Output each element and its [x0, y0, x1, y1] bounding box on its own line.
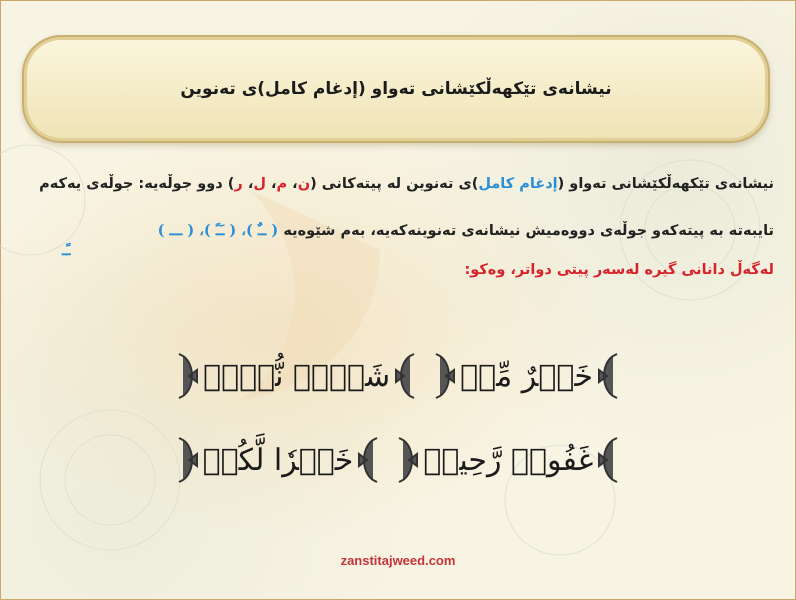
text-segment: نیشانەی تێکهەڵکێشانی تەواو ( — [557, 176, 774, 192]
tanween-symbols: ( ــٌٌ )، ( ـَـً )، ( ـــ ) — [157, 222, 279, 239]
idgham-term: إدغام کامل — [478, 176, 558, 192]
example-verse — [175, 436, 382, 484]
separator: ، — [242, 176, 254, 192]
letter-meem: م — [276, 176, 288, 192]
description-line-3 — [464, 262, 774, 278]
ornament-bracket-icon — [395, 436, 423, 484]
description-line-2 — [158, 222, 774, 239]
ornament-bracket-icon — [390, 352, 418, 400]
ornament-bracket-icon — [353, 436, 381, 484]
description-line-1 — [39, 176, 774, 192]
text-segment: لەگەڵ دانانی گیرە لەسەر پیتی دواتر، وەکو: — [464, 262, 774, 278]
example-text: شَیۡءٖ نُّكۡرٖ — [203, 358, 391, 394]
website-link[interactable]: zanstitajweed.com — [340, 553, 456, 568]
ornament-bracket-icon — [175, 436, 203, 484]
ornament-bracket-icon — [432, 352, 460, 400]
example-row-2 — [0, 430, 796, 490]
text-segment: ) دوو جوڵەیە: جوڵەی یەکەم — [39, 176, 235, 192]
example-text: خَيۡرٗا لَّكُمۡ — [202, 442, 354, 478]
separator: ، — [265, 176, 277, 192]
example-text: غَفُورٞ رَّحِيمٞ — [423, 442, 594, 478]
text-segment: )ی تەنوین لە پیتەکانی ( — [310, 176, 479, 192]
separator: ، — [287, 176, 298, 192]
letter-lam: ل — [253, 176, 266, 192]
example-verse — [395, 436, 621, 484]
page-title: نیشانەی تێکهەڵکێشانی تەواو (إدغام کامل)ی تەنوین — [180, 79, 612, 99]
ornament-bracket-icon — [593, 436, 621, 484]
kasratain-mark: ـًـ — [62, 242, 71, 259]
ornament-bracket-icon — [593, 352, 621, 400]
example-verse — [175, 352, 418, 400]
ornament-bracket-icon — [175, 352, 203, 400]
title-banner — [27, 40, 765, 138]
text-segment: تایبەتە بە پیتەکەو جوڵەی دووەمیش نیشانەی تەنوینەکەیە، بەم شێوەیە — [283, 223, 774, 239]
tanween-under-mark — [62, 242, 71, 259]
letter-ra: ر — [234, 176, 243, 192]
example-row-1 — [0, 346, 796, 406]
example-verse — [432, 352, 621, 400]
letter-noon: ن — [297, 176, 311, 192]
example-text: خَيۡرٌ مِّنۡ — [460, 358, 593, 394]
